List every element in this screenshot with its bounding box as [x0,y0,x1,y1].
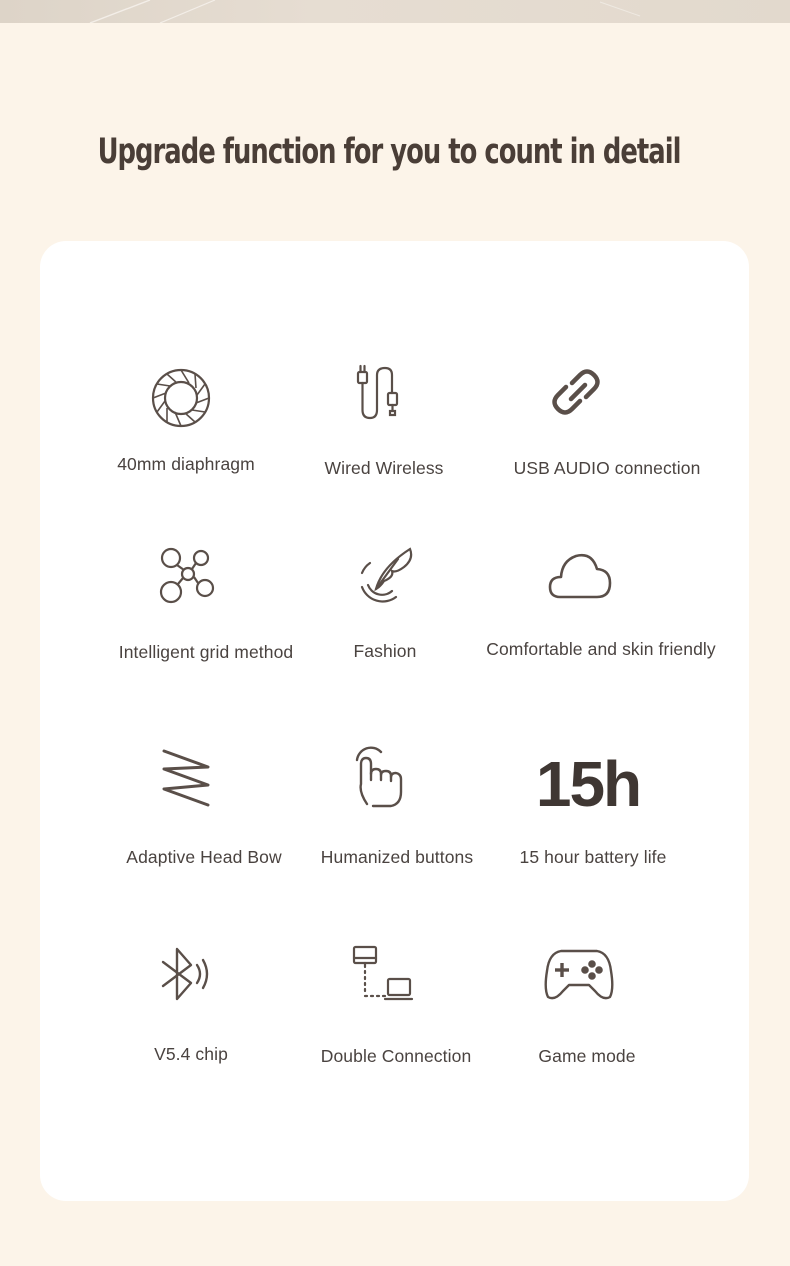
feature-label: Adaptive Head Bow [126,847,282,867]
feature-label: Game mode [538,1046,636,1066]
feature-label: 15 hour battery life [519,847,667,867]
feature-label: V5.4 chip [154,1044,228,1064]
feature-label: Comfortable and skin friendly [486,639,716,659]
feature-label: Wired Wireless [324,458,444,478]
features-card [40,241,749,1201]
feature-label: Fashion [353,641,417,661]
cloud-icon [548,551,612,599]
feather-icon [352,545,414,607]
gamepad-icon [543,947,615,1001]
decorative-lines [0,0,790,23]
hand-pointer-icon [353,744,411,810]
molecule-icon [157,546,217,606]
page-title: Upgrade function for you to count in detail [97,132,681,172]
link-icon [548,363,608,421]
feature-label: Intelligent grid method [118,642,294,662]
feature-label: USB AUDIO connection [513,458,701,478]
devices-icon [352,945,414,1003]
top-banner-strip [0,0,790,23]
feature-label: Double Connection [320,1046,472,1066]
feature-label: Humanized buttons [320,847,474,867]
diaphragm-icon [150,367,212,429]
bluetooth-icon [159,945,215,1003]
battery-hours-text: 15h [535,748,641,820]
feature-label: 40mm diaphragm [117,454,255,474]
cable-icon [356,363,406,421]
spring-icon [160,747,212,809]
